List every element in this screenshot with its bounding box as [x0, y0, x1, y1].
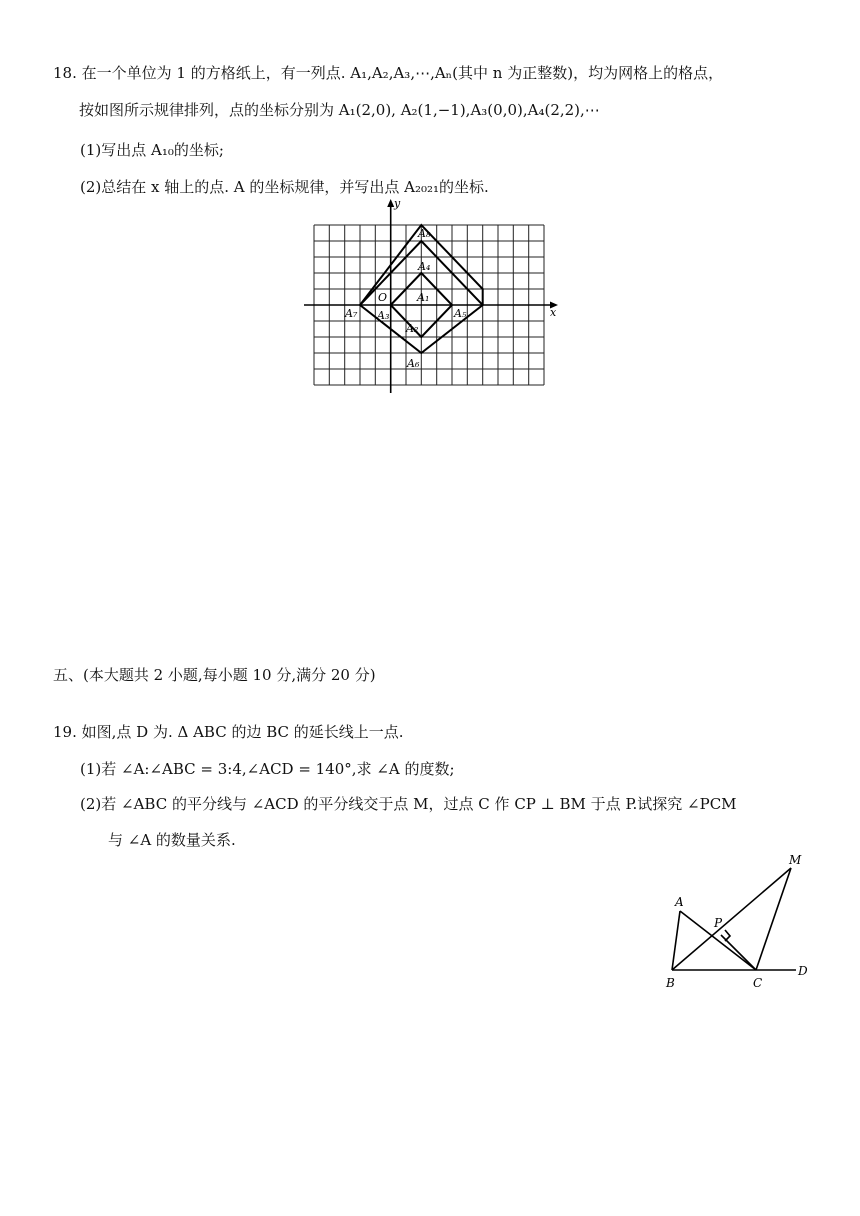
segment-ab — [672, 911, 680, 970]
right-angle-mark — [725, 930, 730, 941]
q19-sub1: (1)若 ∠A:∠ABC = 3:4,∠ACD = 140°,求 ∠A 的度数; — [80, 760, 455, 778]
origin-label: O — [378, 291, 388, 304]
label-a: A — [675, 895, 684, 909]
label-b: B — [666, 976, 675, 990]
label-m: M — [789, 853, 802, 867]
axes — [304, 199, 558, 393]
point-label-a6: A₆ — [407, 357, 420, 370]
point-label-a8: A₈ — [418, 227, 431, 240]
q19-line1: 19. 如图,点 D 为. Δ ABC 的边 BC 的延长线上一点. — [53, 723, 404, 741]
axis-y-label: y — [394, 197, 401, 210]
axis-x-label: x — [550, 306, 557, 319]
q19-triangle-figure — [660, 850, 820, 995]
point-label-a2: A₂ — [406, 322, 419, 335]
q18-grid-figure — [300, 195, 570, 397]
point-label-a4: A₄ — [418, 260, 431, 273]
point-label-a5: A₅ — [454, 307, 467, 320]
q18-line1: 18. 在一个单位为 1 的方格纸上，有一列点. A₁,A₂,A₃,⋯,Aₙ(其中 n 为正整数)，均为网格上的格点， — [53, 64, 724, 82]
q18-line2: 按如图所示规律排列，点的坐标分别为 A₁(2,0), A₂(1,−1),A₃(0,0),A₄(2,2),⋯ — [79, 101, 600, 119]
section5-heading: 五、(本大题共 2 小题,每小题 10 分,满分 20 分) — [53, 666, 376, 684]
q18-sub1: (1)写出点 A₁₀的坐标; — [80, 141, 224, 159]
q19-sub2b: 与 ∠A 的数量关系. — [108, 831, 236, 849]
label-d: D — [798, 964, 808, 978]
label-p: P — [714, 916, 723, 930]
q18-sub2: (2)总结在 x 轴上的点. A 的坐标规律，并写出点 A₂₀₂₁的坐标. — [80, 178, 489, 196]
point-label-a3: A₃ — [377, 309, 390, 322]
point-label-a1: A₁ — [417, 291, 430, 304]
label-c: C — [753, 976, 763, 990]
point-label-a7: A₇ — [345, 307, 358, 320]
q19-sub2a: (2)若 ∠ABC 的平分线与 ∠ACD 的平分线交于点 M，过点 C 作 CP ⊥ BM 于点 P.试探究 ∠PCM — [80, 795, 737, 813]
